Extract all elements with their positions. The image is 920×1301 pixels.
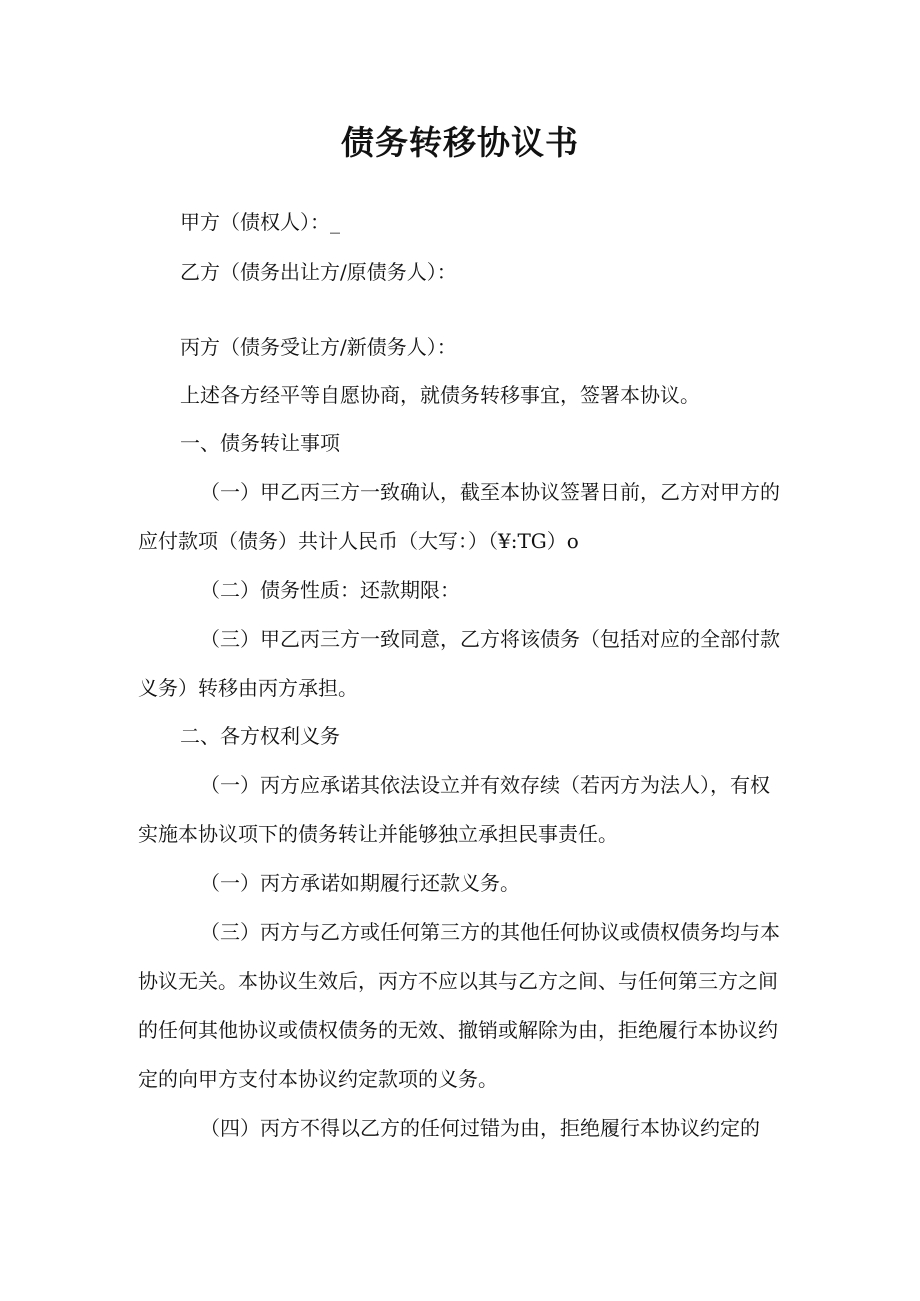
document-title: 债务转移协议书	[341, 123, 579, 162]
section1-item3-line2: 义务）转移由丙方承担。	[138, 676, 358, 700]
party-b-line: 乙方（债务出让方/原债务人）：	[180, 260, 457, 284]
section2-heading: 二、各方权利义务	[180, 724, 340, 748]
section2-item3-line3: 的任何其他协议或债权债务的无效、撤销或解除为由，拒绝履行本协议约	[138, 1018, 778, 1042]
section2-item3-line4: 定的向甲方支付本协议约定款项的义务。	[138, 1067, 498, 1091]
section2-item3-line2: 协议无关。本协议生效后，丙方不应以其与乙方之间、与任何第三方之间	[138, 969, 778, 993]
section2-item4-line1: （四）丙方不得以乙方的任何过错为由，拒绝履行本协议约定的	[200, 1116, 760, 1140]
preamble: 上述各方经平等自愿协商，就债务转移事宜，签署本协议。	[180, 383, 700, 407]
party-c-line: 丙方（债务受让方/新债务人）：	[180, 335, 457, 359]
section2-item3-line1: （三）丙方与乙方或任何第三方的其他任何协议或债权债务均与本	[200, 920, 780, 944]
section1-item2: （二）债务性质：还款期限：	[200, 578, 460, 602]
section1-item1-line2: 应付款项（债务）共计人民币（大写：）（¥:TG）o	[138, 529, 579, 553]
section1-heading: 一、债务转让事项	[180, 431, 340, 455]
section1-item1-line1: （一）甲乙丙三方一致确认，截至本协议签署日前，乙方对甲方的	[200, 480, 780, 504]
section2-item1-line2: 实施本协议项下的债务转让并能够独立承担民事责任。	[138, 822, 618, 846]
section2-item1-line1: （一）丙方应承诺其依法设立并有效存续（若丙方为法人），有权	[200, 773, 770, 797]
section1-item3-line1: （三）甲乙丙三方一致同意，乙方将该债务（包括对应的全部付款	[200, 627, 780, 651]
party-a-line: 甲方（债权人）：_	[180, 210, 340, 234]
section2-item2: （一）丙方承诺如期履行还款义务。	[200, 871, 520, 895]
